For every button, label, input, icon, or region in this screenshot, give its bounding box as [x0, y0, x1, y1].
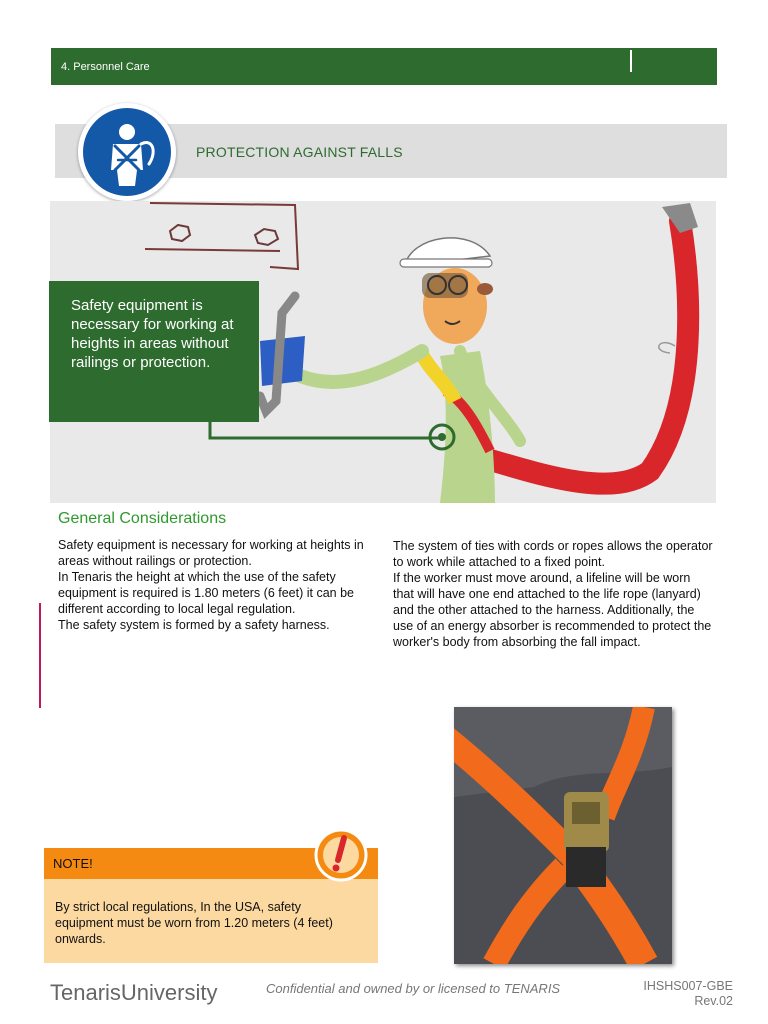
fall-protection-badge: [78, 103, 176, 201]
header-bar: [51, 48, 717, 85]
general-column-1: [58, 537, 378, 633]
doc-revision: Rev.02: [694, 994, 733, 1008]
header-divider: [630, 50, 632, 72]
note-text: By strict local regulations, In the USA, safety equipment must be worn from 1.20 meters (4 feet) onwards.: [55, 900, 333, 946]
callout-text: Safety equipment is necessary for working at heights in areas without railings or protection.: [71, 297, 234, 371]
fall-protection-harness-icon: [83, 108, 171, 196]
note-label: NOTE!: [53, 856, 93, 871]
exclamation-icon: [314, 828, 368, 882]
paragraph: The system of ties with cords or ropes allows the operator to work while attached to a fixed point.: [393, 539, 713, 569]
paragraph: In Tenaris the height at which the use of the safety equipment is required is 1.80 meters (6 feet) it can be different according to local legal regulation.: [58, 570, 354, 616]
paragraph: The safety system is formed by a safety harness.: [58, 618, 330, 632]
callout-box: [49, 281, 259, 422]
page-title: PROTECTION AGAINST FALLS: [196, 144, 403, 160]
section-label: 4. Personnel Care: [61, 61, 150, 73]
margin-rule: [39, 603, 41, 708]
footer-doc-id: [630, 979, 733, 1009]
footer-brand: TenarisUniversity: [50, 980, 218, 1005]
footer-confidential: Confidential and owned by or licensed to TENARIS: [266, 981, 561, 996]
harness-photo: [454, 707, 672, 964]
general-column-2: [393, 538, 713, 650]
paragraph: Safety equipment is necessary for working at heights in areas without railings or protection.: [58, 538, 364, 568]
paragraph: If the worker must move around, a lifeline will be worn that will have one end attached to the life rope (lanyard) and the other attached to the harness. Additionally, the use of an energy absorber is recommended to protect the worker's body from absorbing the fall impact.: [393, 571, 712, 649]
general-considerations-heading: General Considerations: [58, 510, 227, 527]
doc-code: IHSHS007-GBE: [643, 979, 733, 993]
